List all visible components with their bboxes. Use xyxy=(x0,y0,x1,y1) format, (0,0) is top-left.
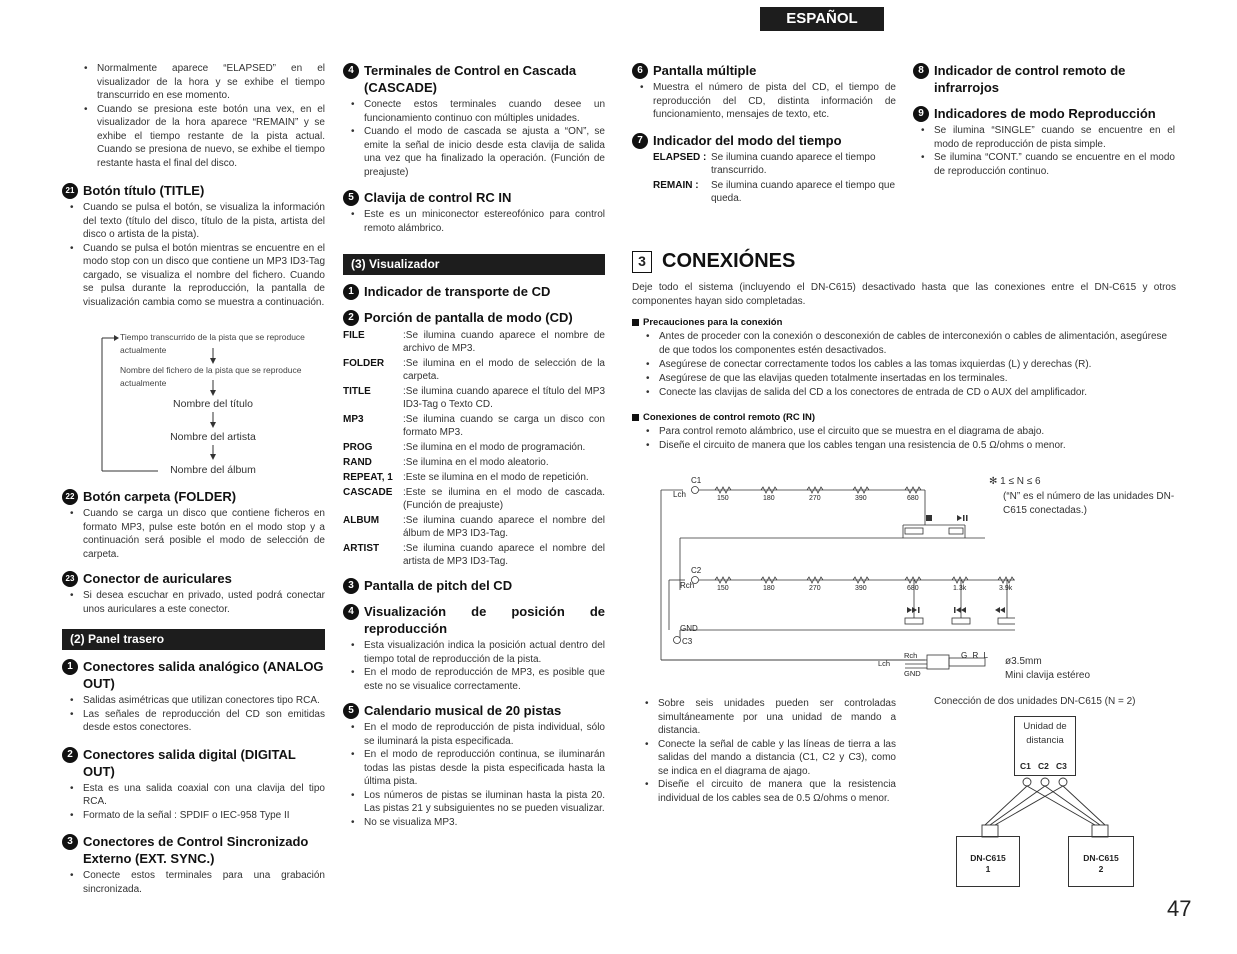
subheading-label: Precauciones para la conexión xyxy=(643,317,783,328)
section-heading: Conectores salida analógico (ANALOG OUT) xyxy=(83,659,324,691)
band-display: (3) Visualizador xyxy=(343,254,605,275)
lch-label: Lch xyxy=(673,490,686,499)
section-folder-button xyxy=(62,488,325,561)
subheading-remote xyxy=(632,412,1176,423)
plug-pins: G R L xyxy=(961,651,988,660)
section-heading: Calendario musical de 20 pistas xyxy=(364,703,562,718)
list-item: • Asegúrese de conectar correctamente todos los cables a las tomas ixquierdas (L) y derechas (R). xyxy=(659,358,1176,372)
list-item: • Cuando se pulsa el botón mientras se encuentre en el modo stop con un disco que contiene un MP3 ID3-Tag cargado, se visualiza el nombre del fichero. Cuando se pulsa durante la reproducción, la pantalla de visualización cambia como se muestra a continuación. xyxy=(83,242,325,310)
list-item: • Los números de pistas se iluminan hasta la pista 20. Las pistas 21 y subsiguientes no se pueden visualizar. xyxy=(364,789,605,816)
flow-step: Nombre del fichero de la pista que se reproduce actualmente xyxy=(120,365,302,388)
section-heading: Indicadores de modo Reproducción xyxy=(934,106,1156,121)
list-item: • Conecte la señal de cable y las líneas de tierra a las salidas del mando a distancia (C1, C2 y C3), como se indica en el diagrama de ajago. xyxy=(658,738,896,779)
unit2-number: 2 xyxy=(1098,864,1104,874)
list-item: • En el modo de reproducción continua, se iluminarán todas las pistas desde la pista especificada hasta la última pista. xyxy=(364,748,605,789)
square-bullet-icon xyxy=(632,414,639,421)
number-badge: 1 xyxy=(343,284,359,300)
list-item: • Esta es una salida coaxial con una clavija del tipo RCA. xyxy=(83,782,325,809)
section-heading: Visualización de posición de reproducción xyxy=(364,604,605,636)
list-item: • Sobre seis unidades pueden ser controladas simultáneamente por una unidad de mando a distancia. xyxy=(658,697,896,738)
list-item: • En el modo de reproducción de pista individual, sólo se iluminará la pista especificada. xyxy=(364,721,605,748)
def-value: :Este se ilumina en el modo de cascada. (Función de preajuste) xyxy=(403,487,605,511)
section-ir-indicator xyxy=(913,62,1175,96)
column-4 xyxy=(913,62,1175,178)
flow-step: Nombre del artista xyxy=(170,431,256,443)
def-key: REMAIN : xyxy=(653,179,699,191)
display-flow-diagram xyxy=(100,330,325,480)
flow-step: Tiempo transcurrido de la pista que se reproduce actualmente xyxy=(120,332,305,355)
resistor-value: 270 xyxy=(809,585,821,592)
section-heading: Botón carpeta (FOLDER) xyxy=(83,489,237,504)
def-key: CASCADE xyxy=(343,487,393,498)
section-heading: Indicador de control remoto de infrarrojos xyxy=(934,63,1126,95)
list-item: • No se visualiza MP3. xyxy=(364,816,605,830)
list-item: • Se ilumina “SINGLE” cuando se encuentre en el modo de reproducción de pista simple. xyxy=(934,124,1175,151)
def-value: :Se ilumina en el modo de selección de la carpeta. xyxy=(403,358,605,382)
subheading-label: Conexiones de control remoto (RC IN) xyxy=(643,412,816,423)
number-badge: 5 xyxy=(343,703,359,719)
n-note: ✻ 1 ≤ N ≤ 6 xyxy=(989,476,1041,487)
list-item: • Formato de la señal : SPDIF o IEC-958 Type II xyxy=(83,809,325,823)
column-3 xyxy=(632,62,896,205)
wiring-lines xyxy=(955,770,1135,840)
section-pitch xyxy=(343,577,605,594)
def-key: ELAPSED : xyxy=(653,151,707,163)
def-key: ARTIST xyxy=(343,543,380,554)
section-heading: Clavija de control RC IN xyxy=(364,190,512,205)
list-item: • Conecte las clavijas de salida del CD a los conectores de entrada de CD o AUX del amplificador. xyxy=(659,386,1176,400)
list-item: • Conecte estos terminales para una grabación sincronizada. xyxy=(83,869,325,896)
section-cascade xyxy=(343,62,605,179)
c3-pin: C3 xyxy=(1056,761,1067,771)
connections-section xyxy=(632,250,1176,453)
section-ext-sync xyxy=(62,833,325,896)
column-1 xyxy=(62,62,325,309)
def-value: :Se ilumina en el modo de programación. xyxy=(403,442,586,453)
section-multi-display xyxy=(632,62,896,122)
section-heading: Pantalla múltiple xyxy=(653,63,757,78)
n-note-explain: (“N” es el número de las unidades DN-C615 conectadas.) xyxy=(1003,491,1175,516)
plug-gnd: GND xyxy=(904,669,921,678)
flow-step: Nombre del álbum xyxy=(170,464,256,476)
plug-lch: Lch xyxy=(878,659,891,668)
time-definitions xyxy=(653,151,896,205)
number-badge: 5 xyxy=(343,190,359,206)
list-item: • Se ilumina “CONT.” cuando se encuentre en el modo de reproducción continuo. xyxy=(934,151,1175,178)
section-heading: Conector de auriculares xyxy=(83,571,232,586)
number-badge: 4 xyxy=(343,604,359,620)
unit1-model: DN-C615 xyxy=(970,853,1006,863)
intro-list xyxy=(62,62,325,170)
def-key: FILE xyxy=(343,330,365,341)
section-mode-display xyxy=(343,309,605,568)
list-item: • Si desea escuchar en privado, usted podrá conectar unos auriculares a este conector. xyxy=(83,589,325,616)
section-heading: Pantalla de pitch del CD xyxy=(364,578,513,593)
number-badge: 22 xyxy=(62,489,78,505)
resistor-value: 180 xyxy=(763,495,775,502)
gnd-label: GND xyxy=(680,624,698,633)
band-rear-panel: (2) Panel trasero xyxy=(62,629,325,650)
number-badge: 1 xyxy=(62,659,78,675)
def-value: :Se ilumina cuando aparece el nombre de archivo de MP3. xyxy=(403,330,605,354)
list-item: • Cuando el modo de cascada se ajusta a “ON”, se emite la señal de inicio desde esta clavija de salida una vez que ha finalizado la operación. (Función de preajuste) xyxy=(364,125,605,179)
diagram-caption: Conección de dos unidades DN-C615 (N = 2) xyxy=(934,696,1136,707)
def-key: RAND xyxy=(343,457,372,468)
list-item: • En el modo de reproducción de MP3, es posible que este no se visualice correctamente. xyxy=(364,666,605,693)
mode-definitions xyxy=(343,329,605,568)
c2-label: C2 xyxy=(691,566,702,575)
number-badge: 3 xyxy=(343,578,359,594)
c1-pin: C1 xyxy=(1020,761,1031,771)
page-number: 47 xyxy=(1167,896,1192,921)
c3-label: C3 xyxy=(682,637,693,646)
def-key: MP3 xyxy=(343,414,364,425)
section-heading: Indicador de transporte de CD xyxy=(364,284,551,299)
section-transport xyxy=(343,283,605,300)
def-value: :Se ilumina cuando aparece el título del MP3 ID3-Tag o Texto CD. xyxy=(403,386,605,410)
section-heading: Conectores de Control Sincronizado Externo (EXT. SYNC.) xyxy=(83,834,309,866)
section-position xyxy=(343,603,605,693)
list-item: • Muestra el número de pista del CD, el tiempo de reproducción del CD, distinta información de funcionamiento, mensajes de texto, etc. xyxy=(653,81,896,122)
section-heading: Porción de pantalla de modo (CD) xyxy=(364,310,573,325)
list-item: • Esta visualización indica la posición actual dentro del tiempo total de reproducción de la pista. xyxy=(364,639,605,666)
def-value: :Se ilumina en el modo aleatorio. xyxy=(403,457,549,468)
section-heading: Terminales de Control en Cascada (CASCADE) xyxy=(364,63,577,95)
section-heading: Indicador del modo del tiempo xyxy=(653,132,842,148)
def-value: :Se ilumina cuando aparece el nombre del artista de MP3 ID3-Tag. xyxy=(403,543,605,567)
resistor-value: 680 xyxy=(907,585,919,592)
number-badge: 8 xyxy=(913,63,929,79)
section-time-mode xyxy=(632,132,896,205)
def-value: Se ilumina cuando aparece el tiempo transcurrido. xyxy=(711,151,876,176)
language-tag: ESPAÑOL xyxy=(760,7,884,31)
resistor-value: 680 xyxy=(907,495,919,502)
def-key: PROG xyxy=(343,442,373,453)
section-rc-in xyxy=(343,189,605,235)
list-item: • Cuando se pulsa el botón, se visualiza la información del texto (título del disco, título de la pista, artista del disco o artista de la pista). xyxy=(83,201,325,242)
list-item: • Diseñe el circuito de manera que la resistencia individual de los cables sea de 0.5 Ω/ohms o menor. xyxy=(658,778,896,805)
number-badge: 9 xyxy=(913,106,929,122)
remote-notes xyxy=(632,695,896,805)
column-1-lower xyxy=(62,488,325,896)
list-item: • Diseñe el circuito de manera que los cables tengan una resistencia de 0.5 Ω/ohms o menor. xyxy=(659,439,1176,453)
number-badge: 2 xyxy=(62,747,78,763)
resistor-value: 270 xyxy=(809,495,821,502)
subheading-precautions xyxy=(632,317,1176,328)
list-item: • Este es un miniconector estereofónico para control remoto alámbrico. xyxy=(364,208,605,235)
def-value: :Este se ilumina en el modo de repetición. xyxy=(403,472,589,483)
c2-pin: C2 xyxy=(1038,761,1049,771)
def-key: TITLE xyxy=(343,386,371,397)
number-badge: 23 xyxy=(62,571,78,587)
list-item: • Asegúrese de que las elavijas queden totalmente insertadas en los terminales. xyxy=(659,372,1176,386)
def-value: :Se ilumina cuando se carga un disco con formato MP3. xyxy=(403,414,605,438)
list-item: • Normalmente aparece “ELAPSED” en el visualizador de la hora y se exhibe el tiempo transcurrido en ese momento. xyxy=(97,62,325,103)
flow-step: Nombre del título xyxy=(173,398,253,410)
section-play-mode xyxy=(913,105,1175,178)
number-badge: 2 xyxy=(343,310,359,326)
intro-paragraph: Deje todo el sistema (incluyendo el DN-C615) desactivado hasta que las conexiones entre el DN-C615 y otros componentes hayan sido completadas. xyxy=(632,282,1176,307)
resistor-value: 150 xyxy=(717,495,729,502)
resistor-value: 180 xyxy=(763,585,775,592)
def-key: FOLDER xyxy=(343,358,385,369)
remote-unit-label: Unidad de distancia xyxy=(1023,721,1067,746)
resistor-value: 3.9k xyxy=(999,585,1013,592)
def-value: :Se ilumina cuando aparece el nombre del álbum de MP3 ID3-Tag. xyxy=(403,515,605,539)
plug-rch: Rch xyxy=(904,651,918,660)
def-key: ALBUM xyxy=(343,515,380,526)
column-2 xyxy=(343,62,605,829)
rch-label: Rch xyxy=(680,581,695,590)
number-badge: 6 xyxy=(632,63,648,79)
list-item: • Conecte estos terminales cuando desee un funcionamiento continuo con múltiples unidades. xyxy=(364,98,605,125)
chapter-title: CONEXIÓNES xyxy=(662,250,796,272)
resistor-value: 1.3k xyxy=(953,585,967,592)
c1-label: C1 xyxy=(691,476,702,485)
list-item: • Cuando se carga un disco que contiene ficheros en formato MP3, pulse este botón en el modo stop y a continuación será posible el modo de selección de carpeta. xyxy=(83,507,325,561)
section-heading: Conectores salida digital (DIGITAL OUT) xyxy=(83,746,296,779)
section-analog-out xyxy=(62,658,325,735)
def-key: REPEAT, 1 xyxy=(343,472,393,483)
list-item: • Salidas asimétricas que utilizan conectores tipo RCA. xyxy=(83,694,325,708)
section-heading: Botón título (TITLE) xyxy=(83,183,205,198)
number-badge: 7 xyxy=(632,133,648,149)
section-calendar xyxy=(343,702,605,829)
unit2-model: DN-C615 xyxy=(1083,853,1119,863)
section-title-button xyxy=(62,182,325,309)
unit1-number: 1 xyxy=(985,864,991,874)
mini-jack-size: ø3.5mm xyxy=(1005,656,1042,667)
chapter-number: 3 xyxy=(632,251,652,273)
section-digital-out xyxy=(62,746,325,823)
resistor-value: 150 xyxy=(717,585,729,592)
list-item: • Las señales de reproducción del CD son emitidas desde estos conectores. xyxy=(83,708,325,735)
number-badge: 21 xyxy=(62,183,78,199)
list-item: • Antes de proceder con la conexión o desconexión de cables de interconexión o cables de alimentación, asegúrese de que todos los componentes estén desactivados. xyxy=(659,330,1176,358)
number-badge: 4 xyxy=(343,63,359,79)
def-value: Se ilumina cuando aparece el tiempo que queda. xyxy=(711,179,896,204)
square-bullet-icon xyxy=(632,319,639,326)
mini-jack-label: Mini clavija estéreo xyxy=(1005,670,1091,681)
number-badge: 3 xyxy=(62,834,78,850)
resistor-value: 390 xyxy=(855,585,867,592)
list-item: • Para control remoto alámbrico, use el circuito que se muestra en el diagrama de abajo. xyxy=(659,425,1176,439)
resistor-value: 390 xyxy=(855,495,867,502)
section-headphones xyxy=(62,570,325,616)
list-item: • Cuando se presiona este botón una vex, en el visualizador de la hora aparece “REMAIN” y se exhibe el tiempo restante de la pista actual. Cuando se presiona de nuevo, se exhibe el tiempo restante hasta el final del disco. xyxy=(97,103,325,171)
